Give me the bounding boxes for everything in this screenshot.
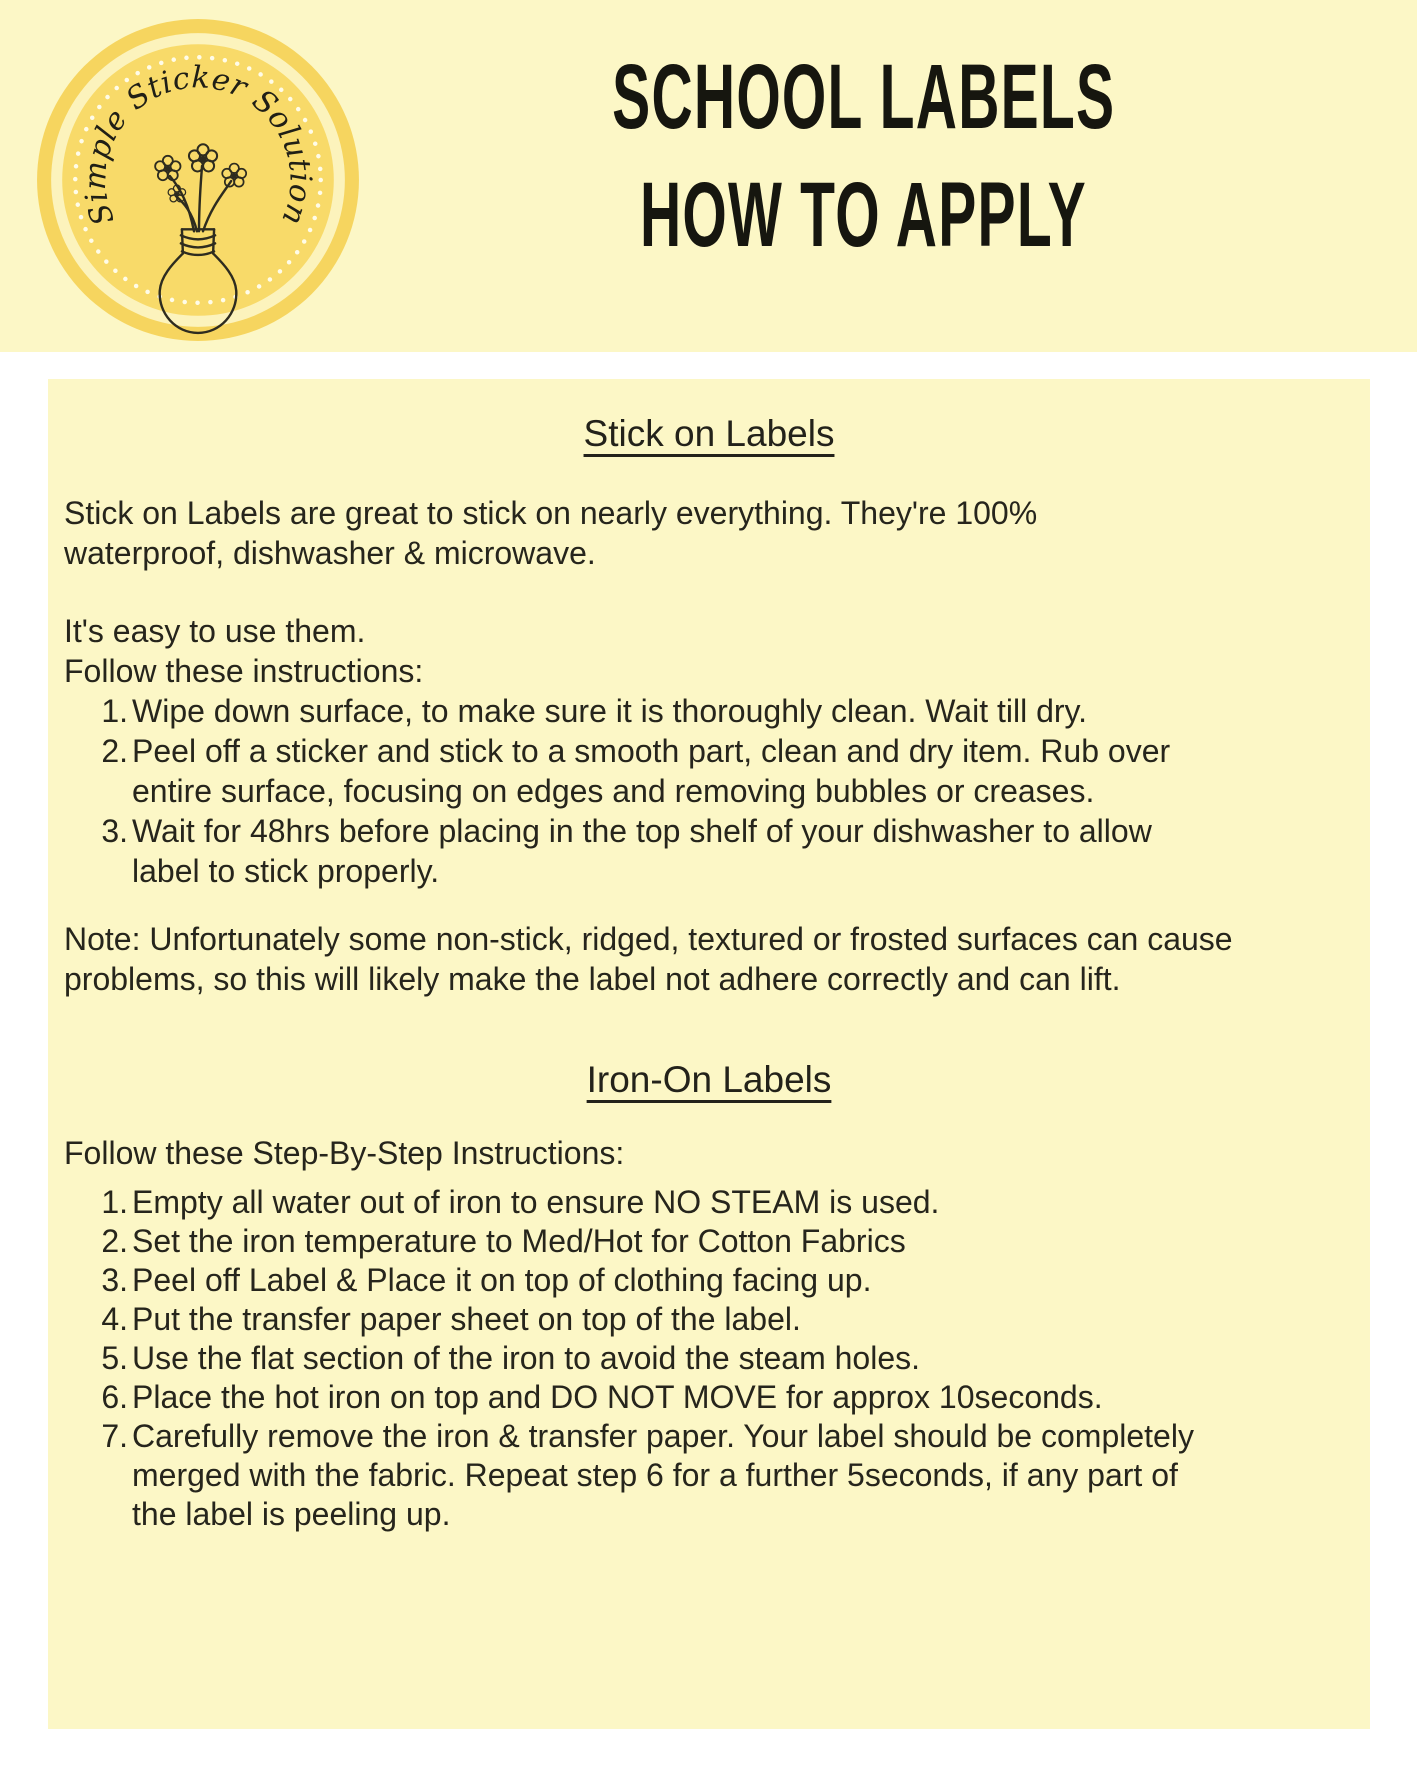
page-title-line2: HOW TO APPLY [640,163,1087,266]
step-item: Empty all water out of iron to ensure NO STEAM is used. [132,1184,940,1220]
step-item: Peel off a sticker and stick to a smooth part, clean and dry item. Rub over entire surface, focusing on edges and removing bubbles or creases. [132,733,1171,809]
section2-heading: Iron-On Labels [586,1059,832,1100]
brand-logo-badge [30,12,366,348]
step-item: Set the iron temperature to Med/Hot for Cotton Fabrics [132,1223,906,1259]
section1-intro: Stick on Labels are great to stick on nearly everything. They're 100% waterproof, dishwasher & microwave. [64,495,1038,571]
step-item: Wait for 48hrs before placing in the top shelf of your dishwasher to allow label to stick properly. [132,813,1152,889]
page-title [320,38,1407,274]
section1-steps-list [64,691,1354,891]
step-item: Wipe down surface, to make sure it is thoroughly clean. Wait till dry. [132,693,1088,729]
step-item: Carefully remove the iron & transfer paper. Your label should be completely merged with the fabric. Repeat step 6 for a further 5seconds, if any part of the label is peeling up. [132,1418,1194,1532]
step-item: Place the hot iron on top and DO NOT MOVE for approx 10seconds. [132,1379,1103,1415]
logo-script-text: Simple Sticker Solution [77,60,318,230]
section1-note: Note: Unfortunately some non-stick, ridged, textured or frosted surfaces can cause problems, so this will likely make the label not adhere correctly and can lift. [64,921,1233,997]
section1-follow-line: Follow these instructions: [64,653,424,689]
instruction-card [48,379,1370,1729]
section2-follow-line: Follow these Step-By-Step Instructions: [64,1135,625,1171]
page-title-line1: SCHOOL LABELS [611,45,1116,148]
section1-easy-line: It's easy to use them. [64,613,366,649]
step-item: Peel off Label & Place it on top of clothing facing up. [132,1262,872,1298]
header-band [0,0,1417,352]
step-item: Put the transfer paper sheet on top of the label. [132,1301,801,1337]
section1-heading: Stick on Labels [583,413,835,454]
page-title-line2-wrap [320,156,1407,274]
section1-lead-lines [64,611,1354,691]
step-item: Use the flat section of the iron to avoid the steam holes. [132,1340,920,1376]
section2-steps-list [64,1183,1354,1534]
page-title-line1-wrap [320,38,1407,156]
